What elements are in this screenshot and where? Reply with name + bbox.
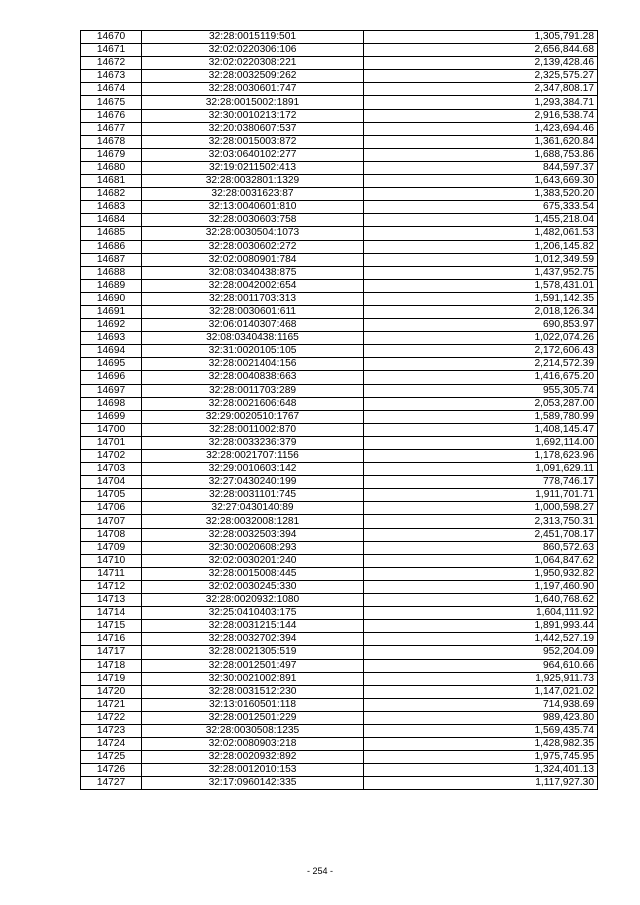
cadastral-number-cell: 32:29:0020510:1767 (142, 410, 364, 423)
table-row (81, 607, 598, 620)
table-row (81, 672, 598, 685)
amount-cell: 1,911,701.71 (364, 489, 598, 502)
table-row (81, 698, 598, 711)
row-number-cell: 14692 (81, 319, 142, 332)
table-row (81, 332, 598, 345)
cadastral-number-cell: 32:02:0080903:218 (142, 738, 364, 751)
amount-cell: 860,572.63 (364, 541, 598, 554)
table-row (81, 711, 598, 724)
row-number-cell: 14713 (81, 594, 142, 607)
cadastral-number-cell: 32:28:0012501:229 (142, 711, 364, 724)
cadastral-number-cell: 32:28:0040838:663 (142, 371, 364, 384)
row-number-cell: 14690 (81, 292, 142, 305)
amount-cell: 778,746.17 (364, 476, 598, 489)
table-row (81, 201, 598, 214)
row-number-cell: 14725 (81, 751, 142, 764)
table-row (81, 371, 598, 384)
row-number-cell: 14700 (81, 423, 142, 436)
cadastral-number-cell: 32:28:0030601:611 (142, 305, 364, 318)
cadastral-number-cell: 32:27:0430240:199 (142, 476, 364, 489)
amount-cell: 1,117,927.30 (364, 777, 598, 790)
row-number-cell: 14705 (81, 489, 142, 502)
amount-cell: 1,891,993.44 (364, 620, 598, 633)
amount-cell: 1,361,620.84 (364, 135, 598, 148)
row-number-cell: 14697 (81, 384, 142, 397)
amount-cell: 844,597.37 (364, 161, 598, 174)
amount-cell: 1,147,021.02 (364, 685, 598, 698)
amount-cell: 1,416,675.20 (364, 371, 598, 384)
amount-cell: 1,643,669.30 (364, 175, 598, 188)
table-row (81, 489, 598, 502)
cadastral-number-cell: 32:28:0012010:153 (142, 764, 364, 777)
table-row (81, 410, 598, 423)
table-row (81, 279, 598, 292)
amount-cell: 1,064,847.62 (364, 554, 598, 567)
row-number-cell: 14726 (81, 764, 142, 777)
row-number-cell: 14680 (81, 161, 142, 174)
row-number-cell: 14674 (81, 83, 142, 96)
row-number-cell: 14707 (81, 515, 142, 528)
cadastral-number-cell: 32:28:0015002:1891 (142, 96, 364, 109)
table-row (81, 738, 598, 751)
amount-cell: 1,604,111.92 (364, 607, 598, 620)
cadastral-number-cell: 32:28:0042002:654 (142, 279, 364, 292)
row-number-cell: 14720 (81, 685, 142, 698)
amount-cell: 1,688,753.86 (364, 148, 598, 161)
cadastral-number-cell: 32:28:0031215:144 (142, 620, 364, 633)
cadastral-number-cell: 32:08:0340438:875 (142, 266, 364, 279)
table-row (81, 57, 598, 70)
cadastral-number-cell: 32:28:0012501:497 (142, 659, 364, 672)
row-number-cell: 14677 (81, 122, 142, 135)
cadastral-number-cell: 32:02:0080901:784 (142, 253, 364, 266)
amount-cell: 1,408,145.47 (364, 423, 598, 436)
row-number-cell: 14721 (81, 698, 142, 711)
cadastral-number-cell: 32:28:0032008:1281 (142, 515, 364, 528)
table-row (81, 227, 598, 240)
amount-cell: 2,347,808.17 (364, 83, 598, 96)
amount-cell: 1,305,791.28 (364, 31, 598, 44)
row-number-cell: 14714 (81, 607, 142, 620)
amount-cell: 675,333.54 (364, 201, 598, 214)
row-number-cell: 14722 (81, 711, 142, 724)
amount-cell: 1,692,114.00 (364, 436, 598, 449)
amount-cell: 1,578,431.01 (364, 279, 598, 292)
table-row (81, 253, 598, 266)
amount-cell: 2,053,287.00 (364, 397, 598, 410)
row-number-cell: 14698 (81, 397, 142, 410)
row-number-cell: 14693 (81, 332, 142, 345)
row-number-cell: 14727 (81, 777, 142, 790)
row-number-cell: 14691 (81, 305, 142, 318)
table-row (81, 44, 598, 57)
table-row (81, 515, 598, 528)
amount-cell: 1,383,520.20 (364, 188, 598, 201)
table-row (81, 397, 598, 410)
table-row (81, 659, 598, 672)
amount-cell: 2,325,575.27 (364, 70, 598, 83)
cadastral-number-cell: 32:08:0340438:1165 (142, 332, 364, 345)
row-number-cell: 14704 (81, 476, 142, 489)
table-row (81, 214, 598, 227)
table-row (81, 384, 598, 397)
table-row (81, 476, 598, 489)
amount-cell: 1,437,952.75 (364, 266, 598, 279)
document-table (80, 30, 598, 790)
cadastral-number-cell: 32:28:0021305:519 (142, 646, 364, 659)
table-row (81, 777, 598, 790)
table-row (81, 567, 598, 580)
row-number-cell: 14683 (81, 201, 142, 214)
table-row (81, 188, 598, 201)
amount-cell: 1,000,598.27 (364, 502, 598, 515)
cadastral-number-cell: 32:28:0020932:892 (142, 751, 364, 764)
cadastral-number-cell: 32:28:0032509:262 (142, 70, 364, 83)
amount-cell: 2,656,844.68 (364, 44, 598, 57)
amount-cell: 1,423,694.46 (364, 122, 598, 135)
row-number-cell: 14703 (81, 463, 142, 476)
table-row (81, 724, 598, 737)
cadastral-number-cell: 32:30:0020608:293 (142, 541, 364, 554)
table-row (81, 266, 598, 279)
cadastral-number-cell: 32:27:0430140:89 (142, 502, 364, 515)
table-row (81, 633, 598, 646)
amount-cell: 955,305.74 (364, 384, 598, 397)
amount-cell: 1,178,623.96 (364, 450, 598, 463)
row-number-cell: 14724 (81, 738, 142, 751)
row-number-cell: 14688 (81, 266, 142, 279)
cadastral-number-cell: 32:28:0015008:445 (142, 567, 364, 580)
table-row (81, 463, 598, 476)
cadastral-number-cell: 32:28:0015119:501 (142, 31, 364, 44)
table-row (81, 423, 598, 436)
cadastral-number-cell: 32:17:0960142:335 (142, 777, 364, 790)
cadastral-number-cell: 32:02:0030245:330 (142, 580, 364, 593)
amount-cell: 1,324,401.13 (364, 764, 598, 777)
table-row (81, 345, 598, 358)
cadastral-number-cell: 32:28:0030602:272 (142, 240, 364, 253)
table-row (81, 685, 598, 698)
row-number-cell: 14681 (81, 175, 142, 188)
row-number-cell: 14682 (81, 188, 142, 201)
amount-cell: 1,482,061.53 (364, 227, 598, 240)
cadastral-number-cell: 32:13:0160501:118 (142, 698, 364, 711)
table-row (81, 358, 598, 371)
table-row (81, 502, 598, 515)
row-number-cell: 14686 (81, 240, 142, 253)
cadastral-number-cell: 32:28:0030603:758 (142, 214, 364, 227)
table-row (81, 436, 598, 449)
row-number-cell: 14701 (81, 436, 142, 449)
amount-cell: 2,139,428.46 (364, 57, 598, 70)
cadastral-number-cell: 32:02:0030201:240 (142, 554, 364, 567)
row-number-cell: 14702 (81, 450, 142, 463)
table-row (81, 620, 598, 633)
cadastral-number-cell: 32:28:0031101:745 (142, 489, 364, 502)
table-row (81, 70, 598, 83)
table-row (81, 135, 598, 148)
row-number-cell: 14699 (81, 410, 142, 423)
table-row (81, 161, 598, 174)
cadastral-number-cell: 32:28:0031512:230 (142, 685, 364, 698)
row-number-cell: 14694 (81, 345, 142, 358)
amount-cell: 1,591,142.35 (364, 292, 598, 305)
row-number-cell: 14679 (81, 148, 142, 161)
table-row (81, 751, 598, 764)
amount-cell: 1,091,629.11 (364, 463, 598, 476)
table-row (81, 580, 598, 593)
row-number-cell: 14716 (81, 633, 142, 646)
cadastral-number-cell: 32:28:0030508:1235 (142, 724, 364, 737)
amount-cell: 1,293,384.71 (364, 96, 598, 109)
cadastral-number-cell: 32:28:0011002:870 (142, 423, 364, 436)
amount-cell: 1,022,074.26 (364, 332, 598, 345)
amount-cell: 952,204.09 (364, 646, 598, 659)
cadastral-number-cell: 32:20:0380607:537 (142, 122, 364, 135)
row-number-cell: 14670 (81, 31, 142, 44)
amount-cell: 2,018,126.34 (364, 305, 598, 318)
table-row (81, 554, 598, 567)
table-row (81, 305, 598, 318)
table-row (81, 528, 598, 541)
cadastral-number-cell: 32:28:0030601:747 (142, 83, 364, 96)
table-row (81, 109, 598, 122)
row-number-cell: 14676 (81, 109, 142, 122)
row-number-cell: 14696 (81, 371, 142, 384)
amount-cell: 2,916,538.74 (364, 109, 598, 122)
page-number: - 254 - (306, 866, 333, 876)
row-number-cell: 14689 (81, 279, 142, 292)
table-row (81, 240, 598, 253)
table-row (81, 594, 598, 607)
amount-cell: 1,925,911.73 (364, 672, 598, 685)
amount-cell: 989,423.80 (364, 711, 598, 724)
table-row (81, 646, 598, 659)
amount-cell: 2,214,572.39 (364, 358, 598, 371)
amount-cell: 1,442,527.19 (364, 633, 598, 646)
cadastral-number-cell: 32:31:0020105:105 (142, 345, 364, 358)
amount-cell: 1,589,780.99 (364, 410, 598, 423)
row-number-cell: 14719 (81, 672, 142, 685)
cadastral-number-cell: 32:28:0031623:87 (142, 188, 364, 201)
table-row (81, 122, 598, 135)
cadastral-number-cell: 32:13:0040601:810 (142, 201, 364, 214)
amount-cell: 1,950,932.82 (364, 567, 598, 580)
amount-cell: 1,640,768.62 (364, 594, 598, 607)
amount-cell: 2,313,750.31 (364, 515, 598, 528)
table-row (81, 83, 598, 96)
cadastral-number-cell: 32:06:0140307:468 (142, 319, 364, 332)
row-number-cell: 14711 (81, 567, 142, 580)
cadastral-number-cell: 32:28:0032503:394 (142, 528, 364, 541)
table-body (81, 31, 598, 790)
table-row (81, 148, 598, 161)
table-row (81, 541, 598, 554)
cadastral-number-cell: 32:28:0030504:1073 (142, 227, 364, 240)
amount-cell: 1,428,982.35 (364, 738, 598, 751)
row-number-cell: 14687 (81, 253, 142, 266)
row-number-cell: 14672 (81, 57, 142, 70)
row-number-cell: 14715 (81, 620, 142, 633)
amount-cell: 1,206,145.82 (364, 240, 598, 253)
row-number-cell: 14709 (81, 541, 142, 554)
amount-cell: 1,197,460.90 (364, 580, 598, 593)
amount-cell: 1,455,218.04 (364, 214, 598, 227)
cadastral-number-cell: 32:28:0033236:379 (142, 436, 364, 449)
cadastral-number-cell: 32:28:0021606:648 (142, 397, 364, 410)
amount-cell: 2,451,708.17 (364, 528, 598, 541)
cadastral-number-cell: 32:29:0010603:142 (142, 463, 364, 476)
table-row (81, 96, 598, 109)
cadastral-number-cell: 32:19:0211502:413 (142, 161, 364, 174)
row-number-cell: 14684 (81, 214, 142, 227)
row-number-cell: 14678 (81, 135, 142, 148)
table-row (81, 31, 598, 44)
cadastral-number-cell: 32:25:0410403:175 (142, 607, 364, 620)
row-number-cell: 14718 (81, 659, 142, 672)
row-number-cell: 14723 (81, 724, 142, 737)
row-number-cell: 14710 (81, 554, 142, 567)
row-number-cell: 14717 (81, 646, 142, 659)
cadastral-number-cell: 32:28:0021707:1156 (142, 450, 364, 463)
cadastral-number-cell: 32:03:0640102:277 (142, 148, 364, 161)
cadastral-number-cell: 32:30:0010213:172 (142, 109, 364, 122)
amount-cell: 964,610.66 (364, 659, 598, 672)
row-number-cell: 14706 (81, 502, 142, 515)
table-row (81, 764, 598, 777)
cadastral-number-cell: 32:30:0021002:891 (142, 672, 364, 685)
cadastral-number-cell: 32:02:0220308:221 (142, 57, 364, 70)
row-number-cell: 14675 (81, 96, 142, 109)
row-number-cell: 14673 (81, 70, 142, 83)
cadastral-number-cell: 32:28:0021404:156 (142, 358, 364, 371)
cadastral-number-cell: 32:28:0032801:1329 (142, 175, 364, 188)
cadastral-number-cell: 32:28:0011703:289 (142, 384, 364, 397)
table-row (81, 292, 598, 305)
cadastral-number-cell: 32:02:0220306:106 (142, 44, 364, 57)
amount-cell: 1,569,435.74 (364, 724, 598, 737)
row-number-cell: 14685 (81, 227, 142, 240)
table-row (81, 450, 598, 463)
row-number-cell: 14712 (81, 580, 142, 593)
cadastral-number-cell: 32:28:0015003:872 (142, 135, 364, 148)
table-row (81, 175, 598, 188)
cadastral-number-cell: 32:28:0011703:313 (142, 292, 364, 305)
amount-cell: 2,172,606.43 (364, 345, 598, 358)
table-row (81, 319, 598, 332)
row-number-cell: 14708 (81, 528, 142, 541)
row-number-cell: 14695 (81, 358, 142, 371)
amount-cell: 1,012,349.59 (364, 253, 598, 266)
cadastral-number-cell: 32:28:0032702:394 (142, 633, 364, 646)
cadastral-number-cell: 32:28:0020932:1080 (142, 594, 364, 607)
amount-cell: 1,975,745.95 (364, 751, 598, 764)
row-number-cell: 14671 (81, 44, 142, 57)
amount-cell: 714,938.69 (364, 698, 598, 711)
amount-cell: 690,853.97 (364, 319, 598, 332)
